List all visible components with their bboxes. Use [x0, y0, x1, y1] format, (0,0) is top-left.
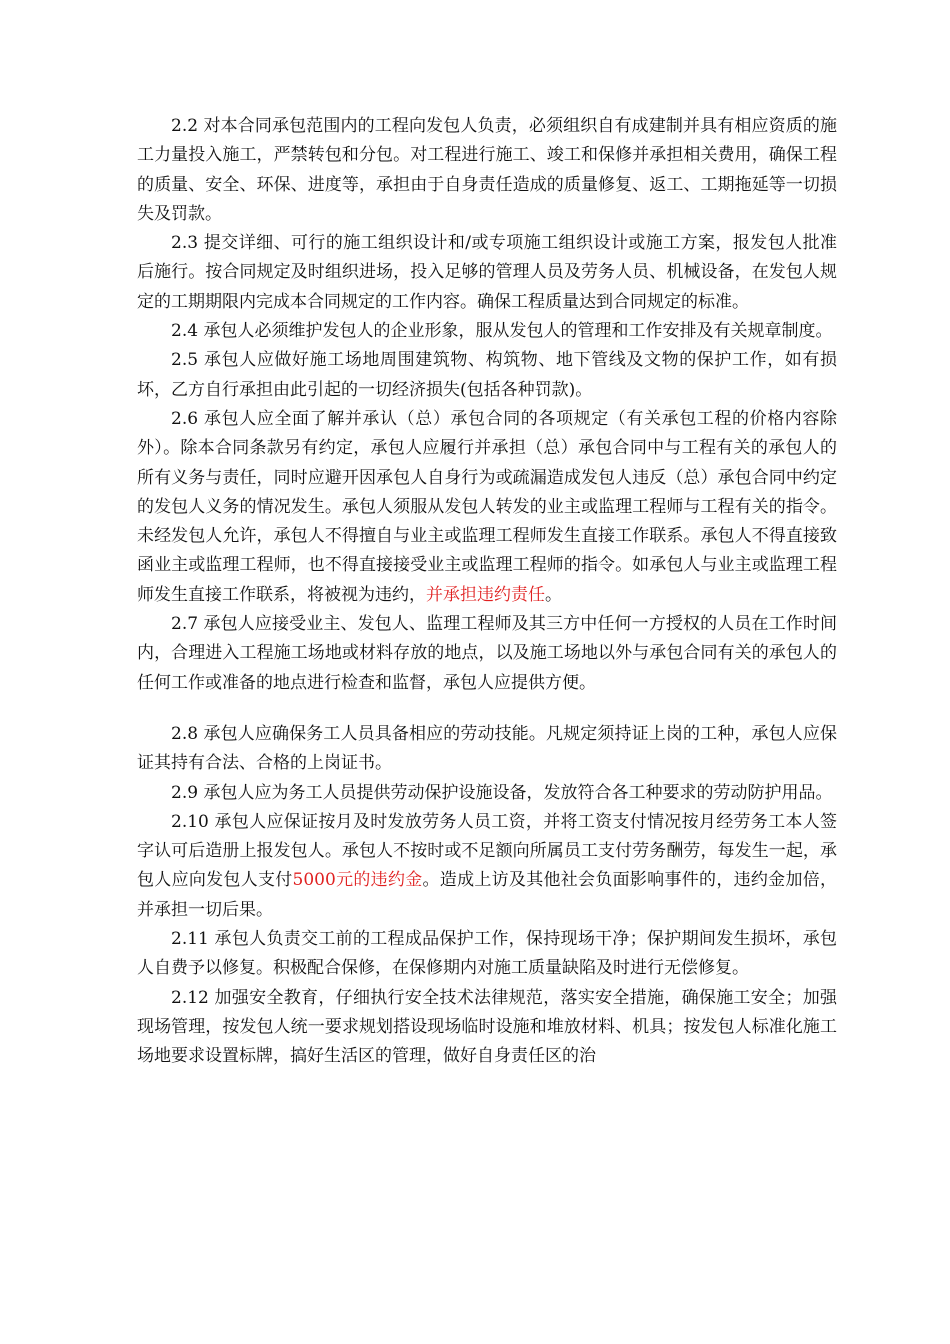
clause-2-9 [137, 779, 837, 808]
clause-2-10 [137, 808, 837, 925]
clause-text: 2.9 承包人应为务工人员提供劳动保护设施设备，发放符合各工种要求的劳动防护用品。 [171, 782, 833, 803]
clause-2-12 [137, 984, 837, 1072]
clause-text: 2.11 承包人负责交工前的工程成品保护工作，保持现场干净；保护期间发生损坏，承包人自费予以修复。积极配合保修，在保修期内对施工质量缺陷及时进行无偿修复。 [137, 929, 837, 979]
highlighted-text: 并承担违约责任 [426, 584, 545, 605]
clause-2-2 [137, 112, 837, 229]
clause-text-end: 。造成上访及其他社会负面影响事件的，违约金加倍，并承担一切后果。 [137, 870, 838, 920]
clause-text: 2.5 承包人应做好施工场地周围建筑物、构筑物、地下管线及文物的保护工作，如有损坏，乙方自行承担由此引起的一切经济损失(包括各种罚款)。 [137, 350, 837, 400]
clause-2-4 [137, 317, 837, 346]
clause-2-11 [137, 925, 837, 984]
document-page [137, 112, 837, 1072]
clause-2-3 [137, 229, 837, 317]
clause-text: 2.8 承包人应确保务工人员具备相应的劳动技能。凡规定须持证上岗的工种，承包人应保证其持有合法、合格的上岗证书。 [137, 723, 837, 774]
penalty-amount: 5000元的违约金 [292, 870, 423, 891]
clause-text: 2.7 承包人应接受业主、发包人、监理工程师及其三方中任何一方授权的人员在工作时间内，合理进入工程施工场地或材料存放的地点，以及施工场地以外与承包合同有关的承包人的任何工作或准备的地点进行检查和监督，承包人应提供方便。 [137, 614, 837, 693]
clause-text: 2.4 承包人必须维护发包人的企业形象，服从发包人的管理和工作安排及有关规章制度。 [171, 321, 833, 342]
clause-2-7 [137, 610, 837, 698]
clause-2-5 [137, 346, 837, 405]
clause-text: 2.2 对本合同承包范围内的工程向发包人负责，必须组织自有成建制并具有相应资质的施工力量投入施工，严禁转包和分包。对工程进行施工、竣工和保修并承担相关费用，确保工程的质量、安全、环保、进度等，承担由于自身责任造成的质量修复、返工、工期拖延等一切损失及罚款。 [137, 116, 837, 224]
clause-2-8 [137, 720, 837, 779]
clause-2-6 [137, 405, 837, 610]
clause-text: 2.6 承包人应全面了解并承认（总）承包合同的各项规定（有关承包工程的价格内容除外）。除本合同条款另有约定，承包人应履行并承担（总）承包合同中与工程有关的承包人的所有义务与责任，同时应避开因承包人自身行为或疏漏造成发包人违反（总）承包合同中约定的发包人义务的情况发生。承包人须服从发包人转发的业主或监理工程师与工程有关的指令。未经发包人允许，承包人不得擅自与业主或监理工程师发生直接工作联系。承包人不得直接致函业主或监理工程师，也不得直接接受业主或监理工程师的指令。如承包人与业主或监理工程师发生直接工作联系，将被视为违约， [137, 408, 837, 605]
clause-text: 2.10 承包人应保证按月及时发放劳务人员工资，并将工资支付情况按月经劳务工本人签字认可后造册上报发包人。承包人不按时或不足额向所属员工支付劳务酬劳，每发生一起，承包人应向发包人支付 [137, 811, 837, 891]
clause-text-end: 。 [545, 584, 562, 605]
clause-text: 2.12 加强安全教育，仔细执行安全技术法律规范，落实安全措施，确保施工安全；加强现场管理，按发包人统一要求规划搭设现场临时设施和堆放材料、机具；按发包人标准化施工场地要求设置标牌，搞好生活区的管理，做好自身责任区的治 [137, 987, 837, 1067]
clause-text: 2.3 提交详细、可行的施工组织设计和/或专项施工组织设计或施工方案，报发包人批准后施行。按合同规定及时组织进场，投入足够的管理人员及劳务人员、机械设备，在发包人规定的工期期限内完成本合同规定的工作内容。确保工程质量达到合同规定的标准。 [137, 233, 837, 312]
